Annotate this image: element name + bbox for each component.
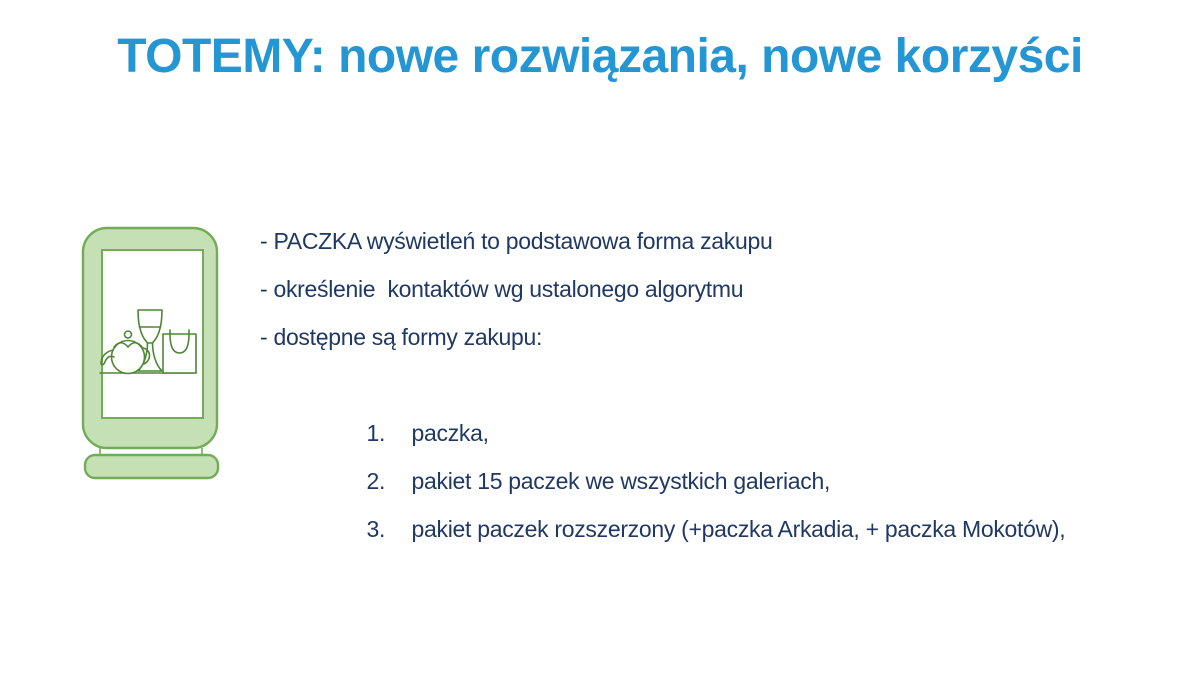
numbered-item [260,361,1140,446]
item-text: paczka, [411,420,489,446]
totem-base [85,455,218,478]
item-number: 1. [366,420,386,446]
bullet-line: - dostępne są formy zakupu: [260,324,543,350]
bullet-line: - określenie kontaktów wg ustalonego algorytmu [260,276,744,302]
shopping-bag-icon [163,330,196,373]
slide-title: TOTEMY: nowe rozwiązania, nowe korzyści [117,30,1083,83]
item-text: pakiet 15 paczek we wszystkich galeriach, [411,468,831,494]
item-number: 3. [366,516,386,542]
item-text: pakiet paczek rozszerzony (+paczka Arkadia, + paczka Mokotów), [411,516,1066,542]
item-number: 2. [366,468,386,494]
slide-body-text [260,217,1140,542]
totem-kiosk-illustration [80,226,222,482]
bullet-line: - PACZKA wyświetleń to podstawowa forma zakupu [260,228,773,254]
